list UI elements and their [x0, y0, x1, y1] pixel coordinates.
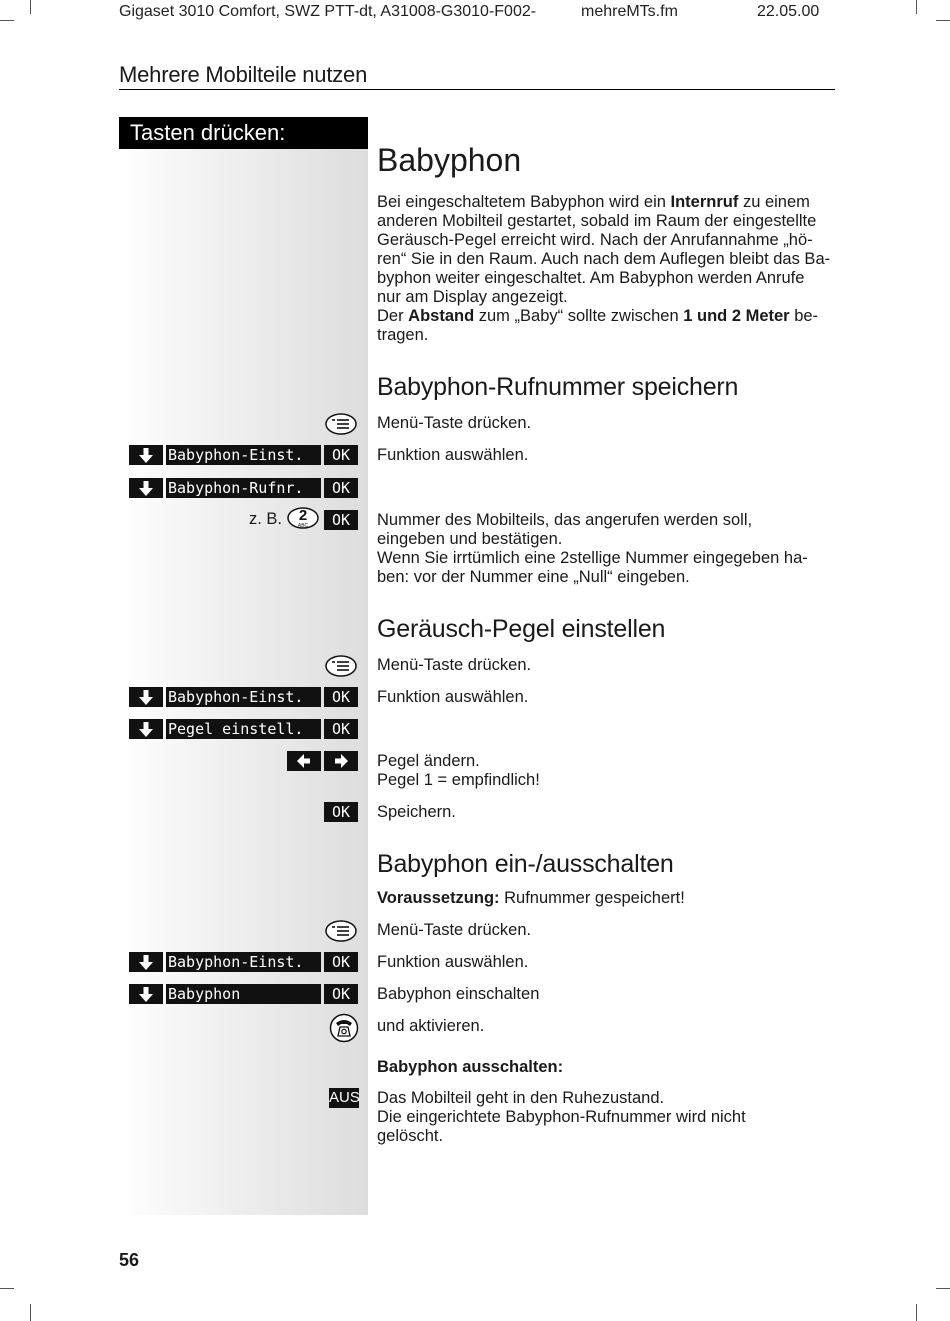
display-menu-item: Babyphon-Einst. [166, 445, 321, 465]
requirement: Voraussetzung: Rufnummer gespeichert! [377, 889, 685, 907]
crop-mark [30, 1304, 31, 1321]
left-arrow-icon [287, 751, 321, 771]
off-instruction: Das Mobilteil geht in den Ruhezustand. [377, 1089, 665, 1107]
section-title-schalten: Babyphon ein-/ausschalten [377, 850, 674, 878]
header-rule [119, 89, 835, 90]
number-instruction-line: Wenn Sie irrtümlich eine 2stellige Nummer eingegeben ha- [377, 549, 808, 567]
display-menu-item: Babyphon-Einst. [166, 952, 321, 972]
digit-key-2 [287, 507, 319, 529]
display-menu-item: Babyphon-Rufnr. [166, 478, 321, 498]
ok-key: OK [324, 478, 358, 498]
step-instruction: Funktion auswählen. [377, 688, 529, 706]
down-arrow-icon [129, 445, 163, 465]
down-arrow-icon [129, 687, 163, 707]
crop-mark [916, 1304, 917, 1321]
menu-icon [325, 413, 357, 435]
display-menu-item: Pegel einstell. [166, 719, 321, 739]
chapter-title: Mehrere Mobilteile nutzen [119, 62, 368, 87]
aus-key: AUS [329, 1089, 360, 1106]
save-instruction: Speichern. [377, 803, 456, 821]
ok-key: OK [324, 802, 358, 822]
key-column-header: Tasten drücken: [119, 117, 368, 149]
right-arrow-icon [324, 751, 358, 771]
menu-instruction: Menü-Taste drücken. [377, 921, 532, 939]
ok-key: OK [324, 510, 358, 530]
ok-key: OK [324, 445, 358, 465]
level-instruction: Pegel ändern. [377, 752, 480, 770]
number-instruction-line: eingeben und bestätigen. [377, 530, 563, 548]
level-instruction: Pegel 1 = empfindlich! [377, 771, 540, 789]
subsection-title-ausschalten: Babyphon ausschalten: [377, 1058, 564, 1076]
down-arrow-icon [129, 952, 163, 972]
down-arrow-icon [129, 984, 163, 1004]
step-instruction: Funktion auswählen. [377, 446, 529, 464]
header-product: Gigaset 3010 Comfort, SWZ PTT-dt, A31008-G3010-F002- [119, 3, 537, 20]
crop-mark [0, 1288, 14, 1289]
ok-key: OK [324, 984, 358, 1004]
page-number: 56 [119, 1250, 140, 1270]
off-instruction: Die eingerichtete Babyphon-Rufnummer wird nicht [377, 1108, 746, 1126]
number-instruction-line: Nummer des Mobilteils, das angerufen werden soll, [377, 511, 753, 529]
off-instruction: gelöscht. [377, 1127, 444, 1145]
ok-key: OK [324, 952, 358, 972]
crop-mark [30, 0, 31, 14]
activate-instruction: und aktivieren. [377, 1017, 485, 1035]
ok-key: OK [324, 719, 358, 739]
menu-icon [325, 920, 357, 942]
menu-instruction: Menü-Taste drücken. [377, 656, 532, 674]
number-instruction-line: ben: vor der Nummer eine „Null“ eingeben. [377, 568, 690, 586]
crop-mark [916, 0, 917, 14]
display-menu-item: Babyphon-Einst. [166, 687, 321, 707]
menu-icon [325, 655, 357, 677]
section-title-pegel: Geräusch-Pegel einstellen [377, 615, 666, 643]
example-label: z. B. [249, 510, 283, 528]
crop-mark [0, 20, 14, 21]
crop-mark [936, 1288, 950, 1289]
svg-text:ABC: ABC [297, 523, 309, 529]
header-date: 22.05.00 [757, 3, 820, 20]
intro-paragraph: Bei eingeschaltetem Babyphon wird ein Internruf zu einem anderen Mobilteil gestartet, sobald im Raum der eingestellte Geräusch-Pegel erreicht wird. Nach der Anrufannahme „hö- ren“ Sie in den Raum. Auch nach dem Auflegen bleibt das Ba- byphon weiter eingeschaltet. Am Babyphon werden Anrufe nur am Display angezeigt. Der Abstand zum „Baby“ sollte zwischen 1 und 2 Meter be- tragen. [377, 193, 831, 344]
step-instruction: Babyphon einschalten [377, 985, 540, 1003]
down-arrow-icon [129, 478, 163, 498]
svg-text:2: 2 [298, 507, 308, 524]
step-instruction: Funktion auswählen. [377, 953, 529, 971]
down-arrow-icon [129, 719, 163, 739]
phone-handset-icon [329, 1013, 359, 1043]
display-menu-item: Babyphon [166, 984, 321, 1004]
ok-key: OK [324, 687, 358, 707]
crop-mark [936, 20, 950, 21]
page-title: Babyphon [377, 142, 522, 178]
menu-instruction: Menü-Taste drücken. [377, 414, 532, 432]
section-title-rufnummer: Babyphon-Rufnummer speichern [377, 373, 739, 401]
header-file: mehreMTs.fm [581, 3, 678, 20]
